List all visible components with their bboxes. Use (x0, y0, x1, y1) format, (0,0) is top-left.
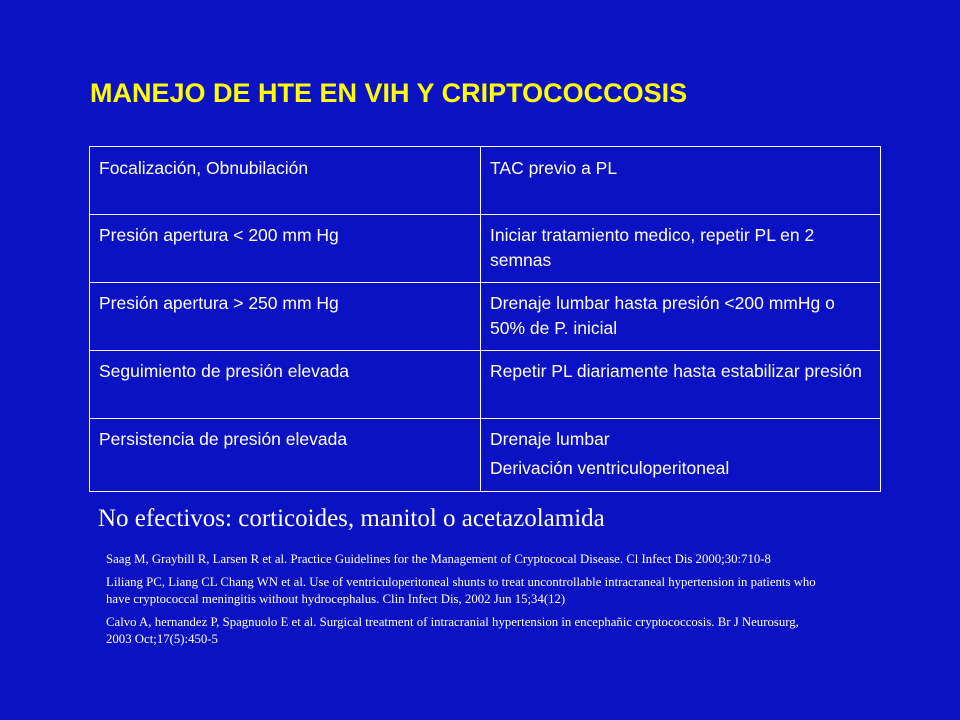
action-text: Iniciar tratamiento medico, repetir PL en 2 semnas (490, 225, 815, 270)
table-row (90, 419, 881, 492)
table-row (90, 283, 881, 351)
table-row (90, 147, 881, 215)
action-cell (481, 215, 881, 283)
action-cell (481, 351, 881, 419)
condition-cell: Presión apertura < 200 mm Hg (90, 215, 481, 283)
condition-cell: Persistencia de presión elevada (90, 419, 481, 492)
reference-item: Liliang PC, Liang CL Chang WN et al. Use of ventriculoperitoneal shunts to treat uncontrollable intracraneal hypertension in patients who have cryptococcal meningitis without hydrocephalus. Clin Infect Dis, 2002 Jun 15;34(12) (106, 575, 816, 606)
table-row (90, 351, 881, 419)
reference-item: Saag M, Graybill R, Larsen R et al. Practice Guidelines for the Management of Cryptococal Disease. Cl Infect Dis 2000;30:710-8 (106, 552, 771, 566)
slide-title: MANEJO DE HTE EN VIH Y CRIPTOCOCCOSIS (90, 78, 688, 108)
table-row (90, 215, 881, 283)
action-text: TAC previo a PL (490, 158, 618, 178)
ineffective-treatments-note: No efectivos: corticoides, manitol o acetazolamida (98, 505, 605, 532)
action-text: Derivación ventriculoperitoneal (490, 458, 730, 478)
reference-item: Calvo A, hernandez P, Spagnuolo E et al. Surgical treatment of intracranial hypertension in encephañic cryptococcosis. Br J Neurosurg, 2003 Oct;17(5):450-5 (106, 615, 799, 646)
action-text: Repetir PL diariamente hasta estabilizar presión (490, 361, 862, 381)
condition-cell: Seguimiento de presión elevada (90, 351, 481, 419)
condition-cell: Focalización, Obnubilación (90, 147, 481, 215)
action-cell (481, 147, 881, 215)
action-text: Drenaje lumbar hasta presión <200 mmHg o 50% de P. inicial (490, 293, 835, 338)
references (106, 551, 826, 654)
condition-cell: Presión apertura > 250 mm Hg (90, 283, 481, 351)
action-cell (481, 419, 881, 492)
management-table (89, 146, 881, 492)
action-cell (481, 283, 881, 351)
action-text: Drenaje lumbar (490, 429, 610, 449)
